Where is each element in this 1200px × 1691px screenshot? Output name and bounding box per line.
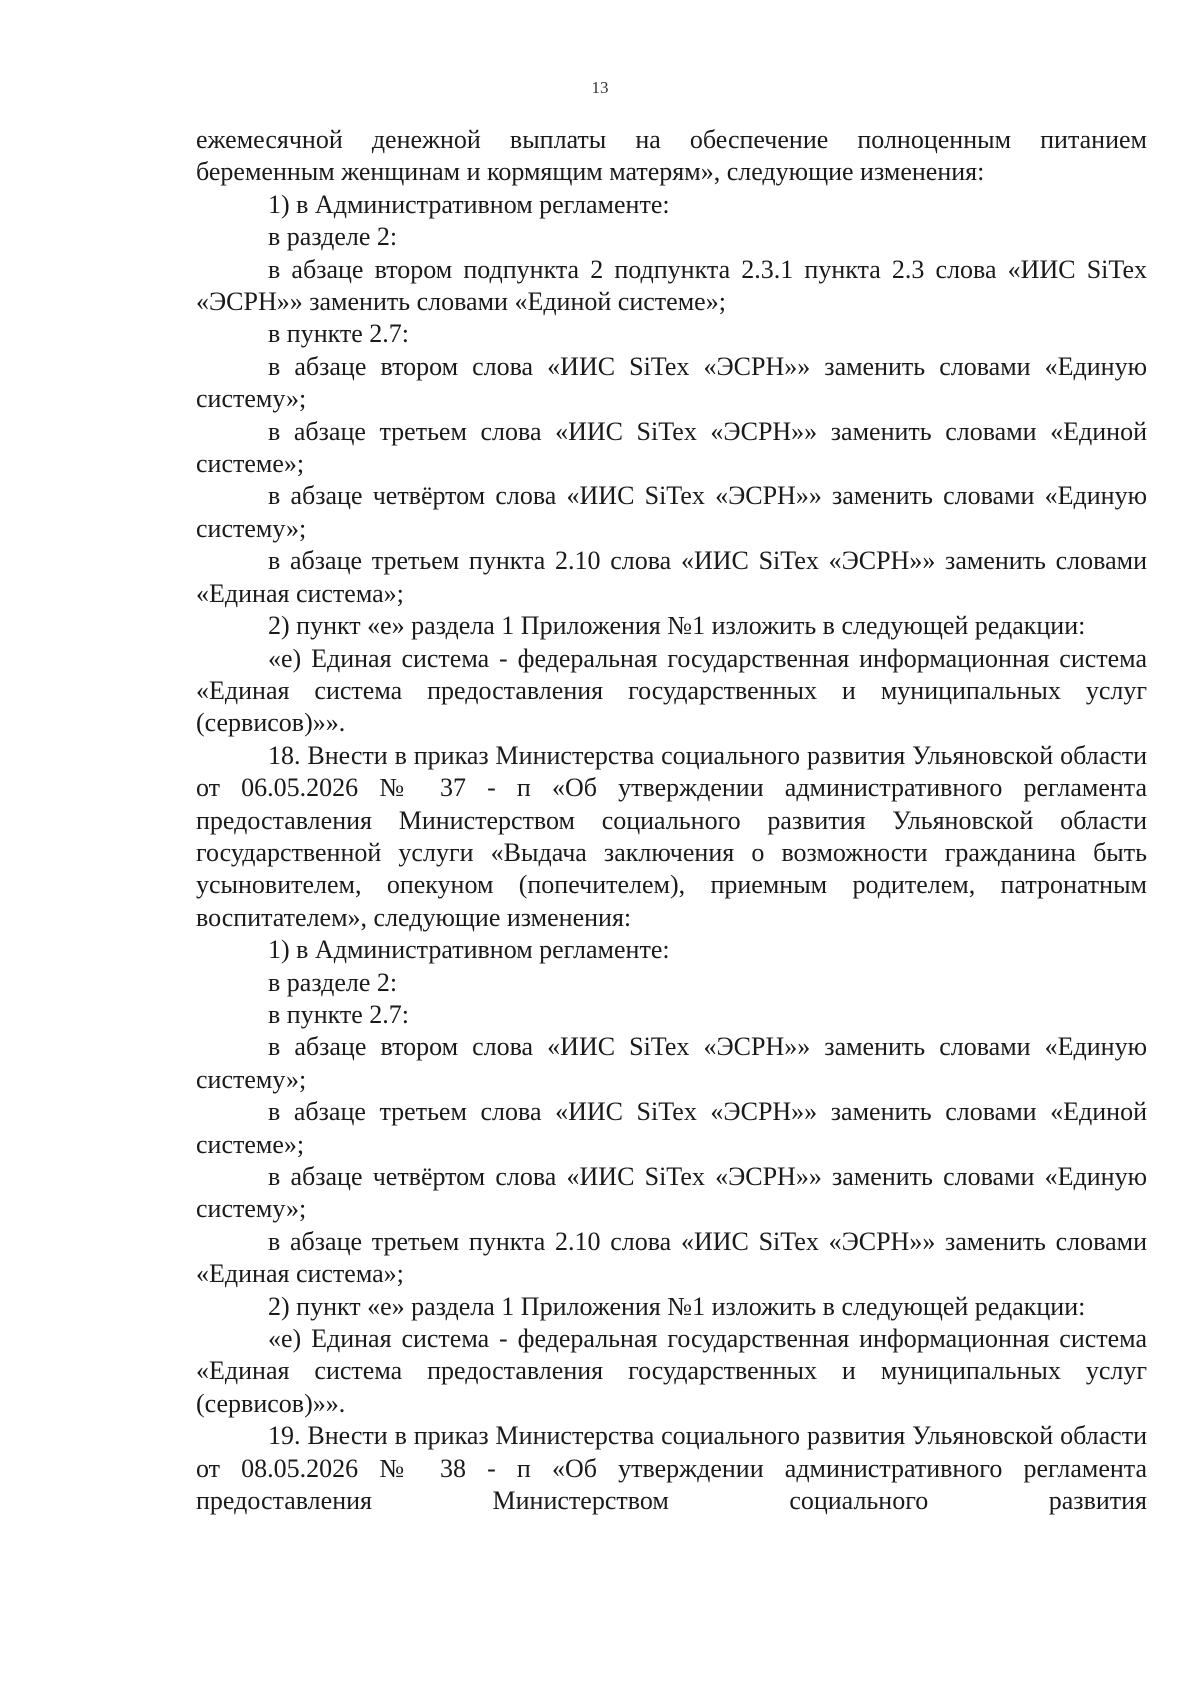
paragraph: в абзаце третьем слова «ИИС SiTex «ЭСРН»» заменить словами «Единой системе»; bbox=[196, 416, 1147, 479]
paragraph: в абзаце третьем пункта 2.10 слова «ИИС SiTex «ЭСРН»» заменить словами «Единая система»; bbox=[196, 1226, 1147, 1289]
paragraph: 2) пункт «е» раздела 1 Приложения №1 изложить в следующей редакции: bbox=[268, 611, 1086, 641]
paragraph: «е) Единая система - федеральная государственная информационная система «Единая система предоставления государственных и муниципальных услуг (сервисов)»». bbox=[196, 1324, 1147, 1418]
paragraph: в пункте 2.7: bbox=[268, 999, 410, 1029]
paragraph: в пункте 2.7: bbox=[268, 319, 410, 349]
paragraph: 1) в Административном регламенте: bbox=[268, 935, 670, 965]
paragraph: 18. Внести в приказ Министерства социального развития Ульяновской области от 06.05.2026 № 37 - п «Об утверждении административного регламента предоставления Министерством социального развития Ульяновской области государственной услуги «Выдача заключения о возможности гражданина быть усыновителем, опекуном (попечителем), приемным родителем, патронатным воспитателем», следующие изменения: bbox=[196, 740, 1147, 932]
paragraph: в абзаце третьем пункта 2.10 слова «ИИС SiTex «ЭСРН»» заменить словами «Единая система»; bbox=[196, 546, 1147, 608]
paragraph: «е) Единая система - федеральная государственная информационная система «Единая система предоставления государственных и муниципальных услуг (сервисов)»». bbox=[196, 643, 1147, 738]
paragraph: в абзаце втором подпункта 2 подпункта 2.3.1 пункта 2.3 слова «ИИС SiTex «ЭСРН»» заменить словами «Единой системе»; bbox=[196, 254, 1147, 317]
paragraph: в абзаце четвёртом слова «ИИС SiTex «ЭСРН»» заменить словами «Единую систему»; bbox=[196, 481, 1147, 543]
page-number: 13 bbox=[591, 78, 609, 97]
paragraph: в абзаце третьем слова «ИИС SiTex «ЭСРН»» заменить словами «Единой системе»; bbox=[196, 1097, 1147, 1159]
paragraph: 2) пункт «е» раздела 1 Приложения №1 изложить в следующей редакции: bbox=[268, 1291, 1086, 1321]
paragraph: в абзаце втором слова «ИИС SiTex «ЭСРН»» заменить словами «Единую систему»; bbox=[196, 1032, 1147, 1094]
paragraph: в разделе 2: bbox=[268, 967, 398, 997]
document-body bbox=[196, 124, 1147, 1517]
paragraph: ежемесячной денежной выплаты на обеспечение полноценным питанием беременным женщинам и кормящим матерям», следующие изменения: bbox=[196, 125, 1147, 187]
paragraph: в абзаце втором слова «ИИС SiTex «ЭСРН»» заменить словами «Единую систему»; bbox=[196, 351, 1147, 414]
paragraph: в разделе 2: bbox=[268, 222, 398, 252]
paragraph: 1) в Административном регламенте: bbox=[268, 189, 670, 219]
paragraph: 19. Внести в приказ Министерства социального развития Ульяновской области от 08.05.2026 № 38 - п «Об утверждении административного регламента предоставления Министерством социального развития bbox=[196, 1421, 1147, 1516]
paragraph: в абзаце четвёртом слова «ИИС SiTex «ЭСРН»» заменить словами «Единую систему»; bbox=[196, 1162, 1147, 1224]
